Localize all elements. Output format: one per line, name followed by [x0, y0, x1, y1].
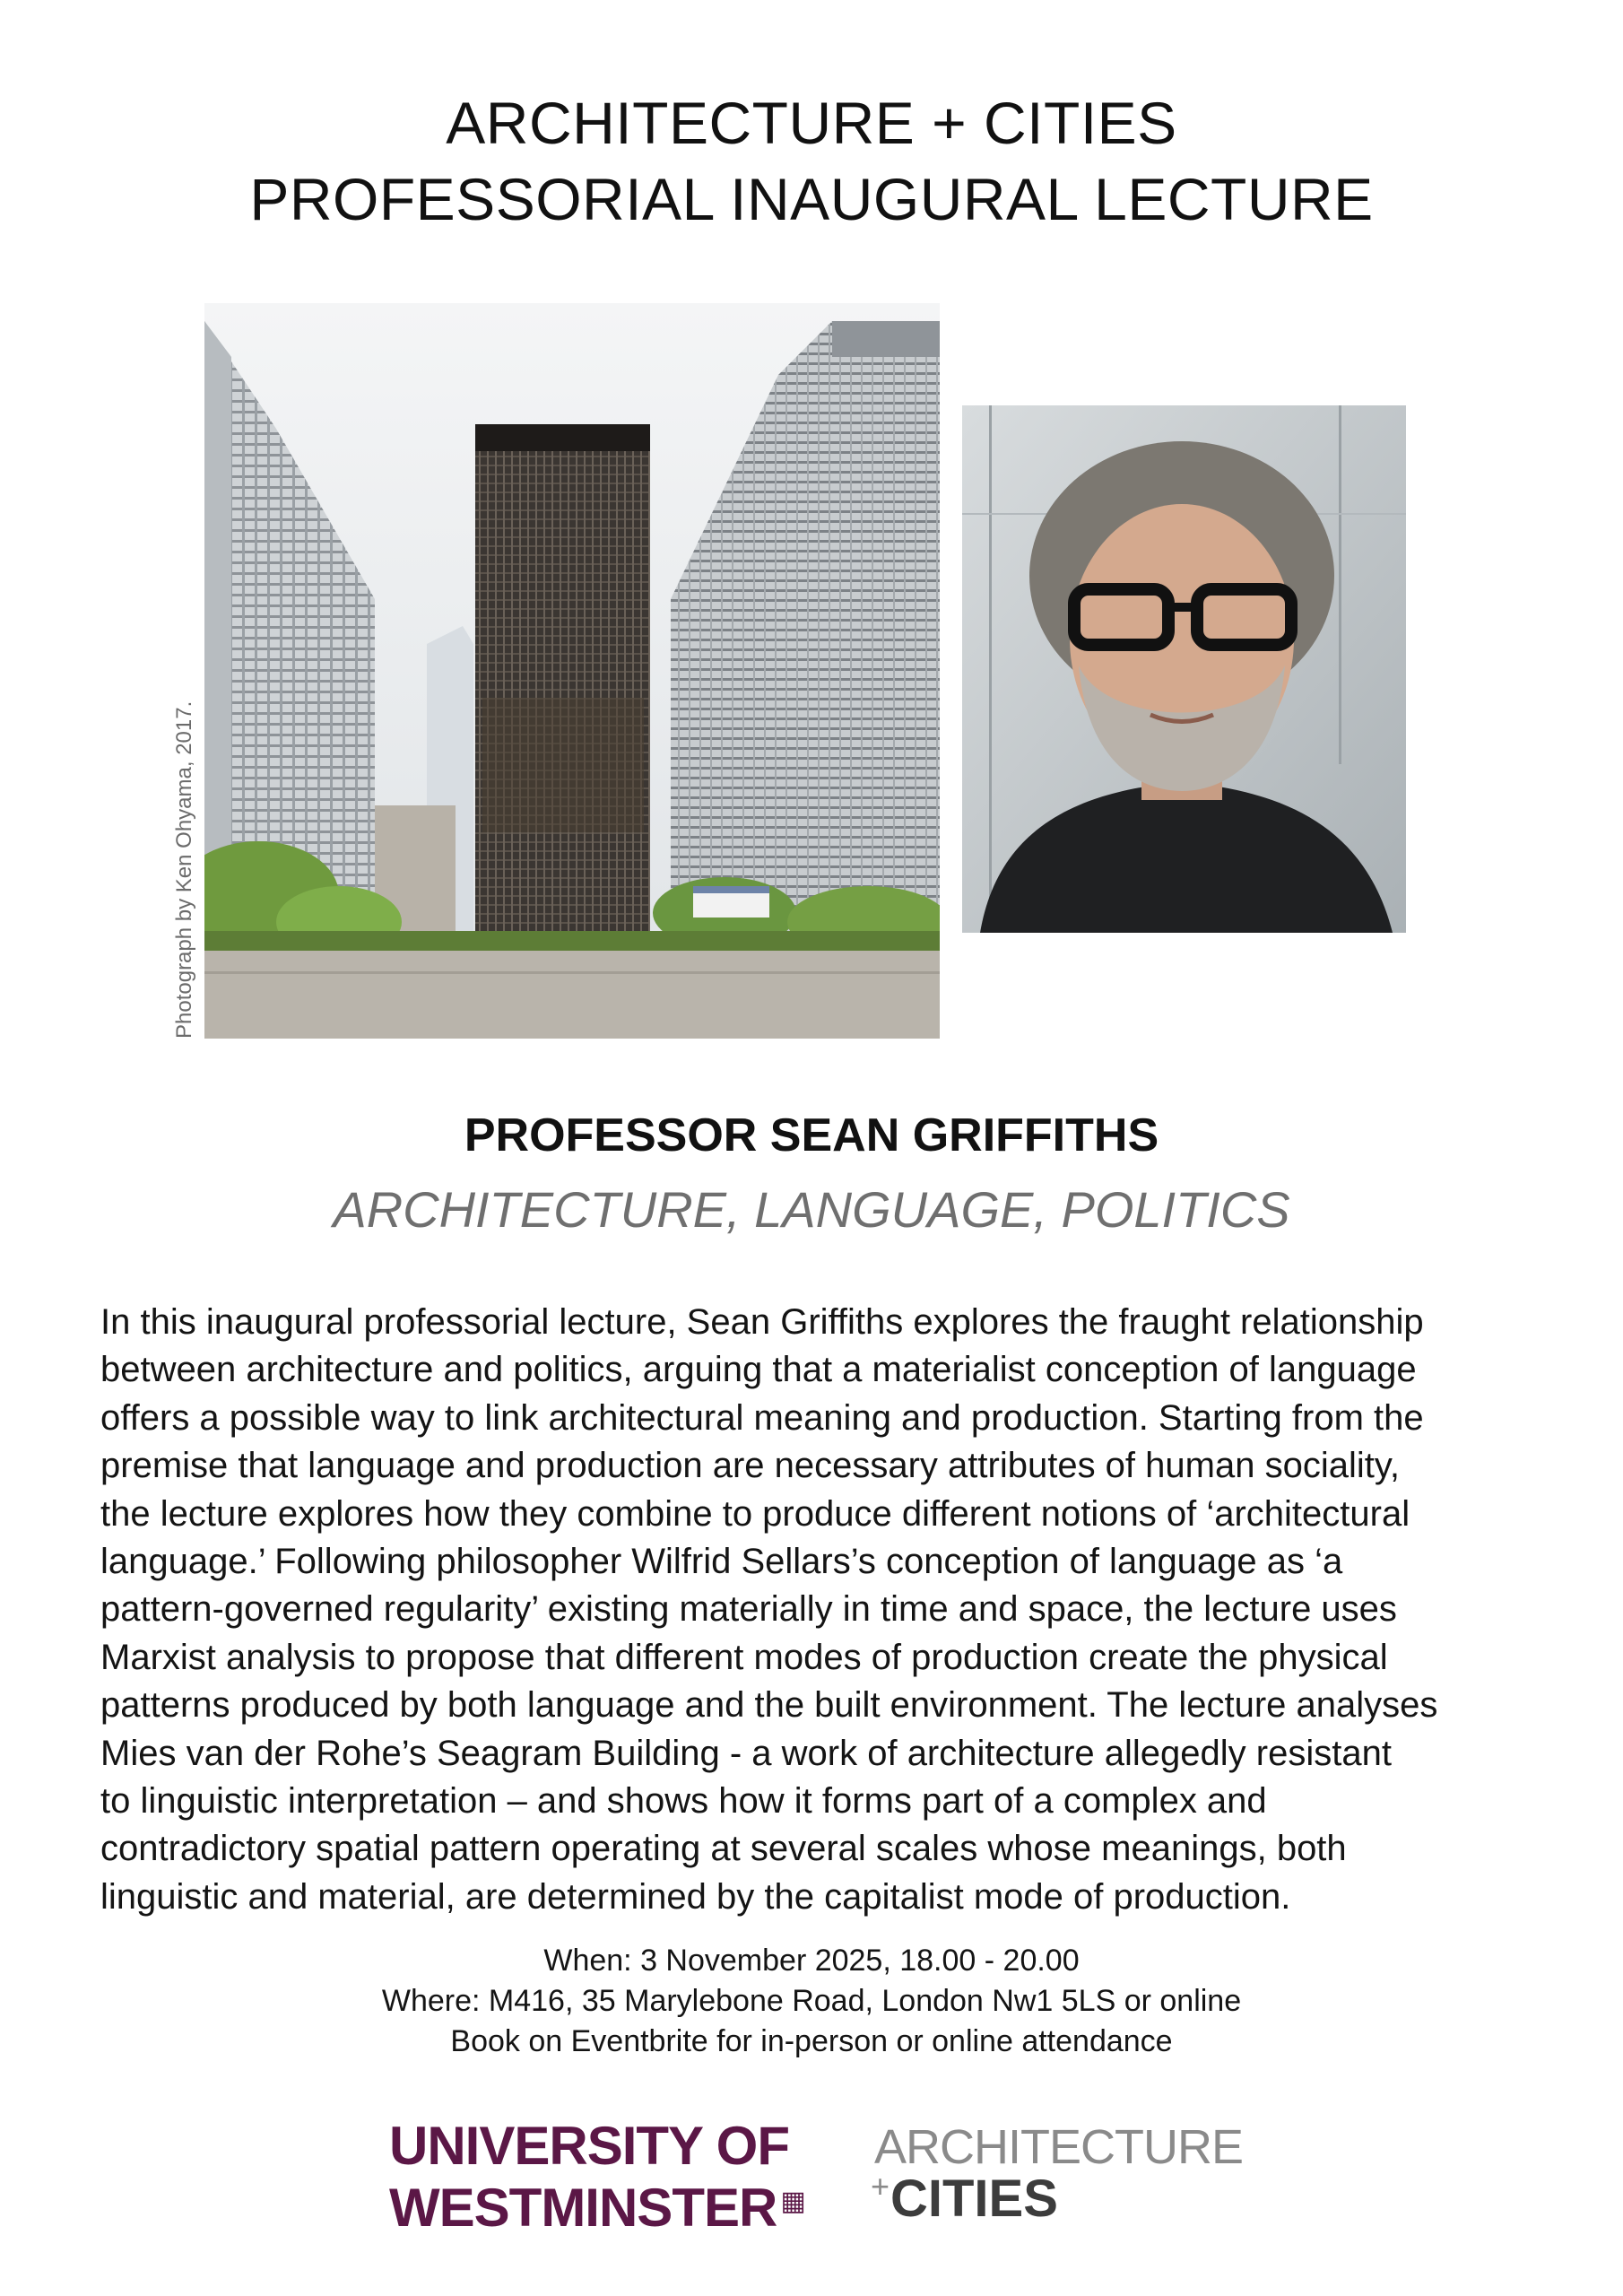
crest-icon: ▦ [780, 2187, 805, 2216]
seagram-building-photo [204, 303, 940, 1039]
abstract-line: premise that language and production are necessary attributes of human sociality, [100, 1446, 1400, 1486]
abstract-line: between architecture and politics, arguing that a materialist conception of language [100, 1350, 1417, 1390]
ac-logo-line-1: ARCHITECTURE [874, 2120, 1244, 2174]
abstract-line: linguistic and material, are determined by the capitalist mode of production. [100, 1876, 1291, 1917]
event-where: Where: M416, 35 Marylebone Road, London Nw1 5LS or online [381, 1984, 1242, 2018]
abstract-line: In this inaugural professorial lecture, Sean Griffiths explores the fraught relationship [100, 1302, 1424, 1342]
ac-logo-plus: + [871, 2168, 890, 2205]
abstract-line: language.’ Following philosopher Wilfrid Sellars’s conception of language as ‘a [100, 1542, 1343, 1582]
header-line-1: ARCHITECTURE + CITIES [446, 90, 1177, 156]
abstract-line: Mies van der Rohe’s Seagram Building - a work of architecture allegedly resistant [100, 1733, 1392, 1773]
ac-logo-line-2: CITIES [890, 2170, 1058, 2228]
university-of-westminster-logo [389, 2118, 805, 2236]
abstract-line: contradictory spatial pattern operating at several scales whose meanings, both [100, 1829, 1347, 1869]
abstract-line: offers a possible way to link architectural meaning and production. Starting from the [100, 1397, 1424, 1438]
abstract-line: the lecture explores how they combine to produce different notions of ‘architectural [100, 1493, 1410, 1534]
university-logo-line-1: UNIVERSITY OF [389, 2116, 789, 2176]
abstract-line: Marxist analysis to propose that different modes of production create the physical [100, 1637, 1388, 1677]
event-booking: Book on Eventbrite for in-person or online attendance [450, 2024, 1173, 2058]
header-line-2: PROFESSORIAL INAUGURAL LECTURE [249, 166, 1374, 232]
abstract-line: patterns produced by both language and the built environment. The lecture analyses [100, 1685, 1438, 1726]
speaker-portrait-photo [962, 405, 1406, 933]
event-when: When: 3 November 2025, 18.00 - 20.00 [543, 1944, 1080, 1978]
abstract-line: pattern-governed regularity’ existing materially in time and space, the lecture uses [100, 1589, 1397, 1630]
university-logo-line-2: WESTMINSTER [389, 2178, 777, 2238]
abstract-line: to linguistic interpretation – and shows how it forms part of a complex and [100, 1781, 1267, 1822]
architecture-cities-logo [871, 2120, 1244, 2228]
event-details [0, 1941, 1623, 2062]
photo-credit: Photograph by Ken Ohyama, 2017. [172, 700, 196, 1039]
lecture-abstract [100, 1299, 1535, 1921]
speaker-name: PROFESSOR SEAN GRIFFITHS [464, 1109, 1159, 1161]
lecture-title: ARCHITECTURE, LANGUAGE, POLITICS [333, 1181, 1290, 1238]
